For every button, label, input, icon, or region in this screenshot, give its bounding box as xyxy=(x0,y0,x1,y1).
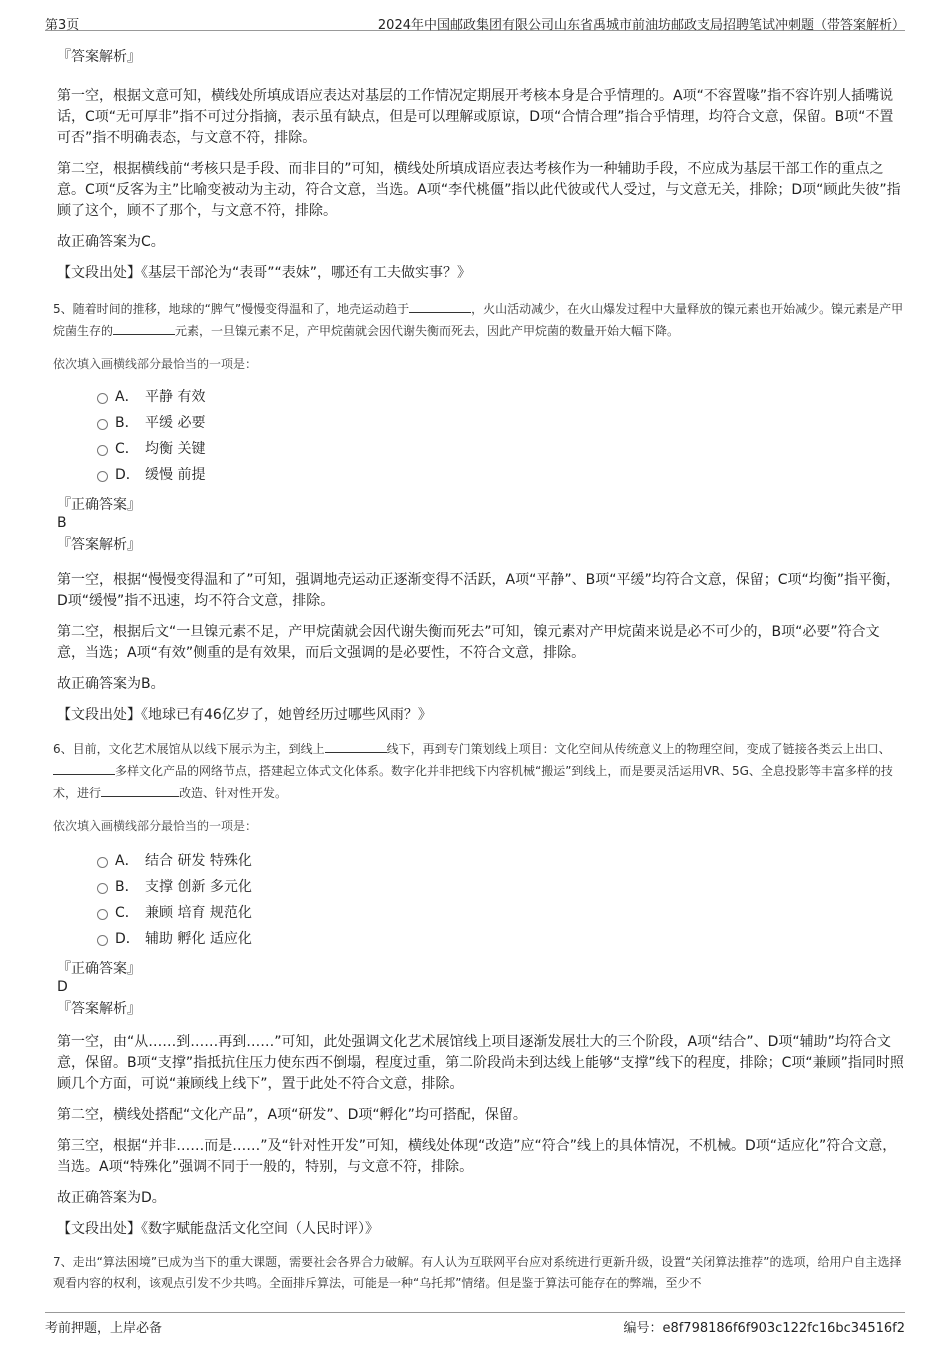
document-title: 2024年中国邮政集团有限公司山东省禹城市前油坊邮政支局招聘笔试冲刺题（带答案解析） xyxy=(377,18,905,33)
q6-options xyxy=(57,848,907,952)
radio-button[interactable] xyxy=(97,909,108,920)
q7-stem: 7、走出“算法困境”已成为当下的重大课题，需要社会各界合力破解。有人认为互联网平台应对系统进行更新升级，设置“关闭算法推荐”的选项，给用户自主选择观看内容的权利，该观点引发不少共鸣。全面排斥算法，可能是一种“乌托邦”情绪。但是鉴于算法可能存在的弊端，至少不 xyxy=(53,1255,902,1290)
q6-stem: 6、目前，文化艺术展馆从以线下展示为主，到线上 线下，再到专门策划线上项目：文化空间从传统意义上的物理空间，变成了链接各类云上出口、多样文化产品的网络节点，搭建起立体式文化体系。数字化并非把线下内容机械“搬运”到线上，而是要灵活运用VR、5G、全息投影等丰富多样的技术，进行 改造、针对性开发。 xyxy=(53,738,907,804)
q6-option-b[interactable]: B． 支撑 创新 多元化 xyxy=(57,874,907,900)
q6-instruction: 依次填入画横线部分最恰当的一项是： xyxy=(53,819,258,833)
q5-analysis-p1: 第一空，根据“慢慢变得温和了”可知，强调地壳运动正逐渐变得不活跃，A项“平静”、B项“平缓”均符合文意，保留；C项“均衡”指平衡，D项“缓慢”指不迅速，均不符合文意，排除。 xyxy=(57,572,900,609)
q6-analysis-label: 『答案解析』 xyxy=(57,1001,141,1017)
q6-option-d[interactable]: D． 辅助 孵化 适应化 xyxy=(57,926,907,952)
q6-option-a[interactable]: A． 结合 研发 特殊化 xyxy=(57,848,907,874)
radio-button[interactable] xyxy=(97,393,108,404)
blank xyxy=(113,320,175,335)
q4-analysis-label: 『答案解析』 xyxy=(57,49,141,65)
q6-conclusion: 故正确答案为D。 xyxy=(57,1190,166,1206)
q6-analysis-p1: 第一空，由“从……到……再到……”可知，此处强调文化艺术展馆线上项目逐渐发展壮大的三个阶段，A项“结合”、D项“辅助”均符合文意，保留。B项“支撑”指抵抗住压力使东西不倒塌，程度过重，第二阶段尚未到达线上能够“支撑”线下的程度，排除；C项“兼顾”指同时照顾几个方面，可说“兼顾线上线下”，置于此处不符合文意，排除。 xyxy=(57,1034,904,1092)
radio-button[interactable] xyxy=(97,419,108,430)
page-content xyxy=(53,40,907,1294)
q6-analysis-p2: 第二空，横线处搭配“文化产品”，A项“研发”、D项“孵化”均可搭配，保留。 xyxy=(57,1107,527,1123)
blank xyxy=(101,782,179,797)
page-number: 第3页 xyxy=(45,18,80,33)
document-id: 编号：e8f798186f6f903c122fc16bc34516f2 xyxy=(623,1321,905,1336)
q5-source: 【文段出处】《地球已有46亿岁了，她曾经历过哪些风雨？》 xyxy=(57,707,432,723)
radio-button[interactable] xyxy=(97,445,108,456)
q5-correct-answer: B xyxy=(57,515,67,531)
footer-slogan: 考前押题，上岸必备 xyxy=(45,1321,163,1336)
q5-analysis-label: 『答案解析』 xyxy=(57,537,141,553)
radio-button[interactable] xyxy=(97,883,108,894)
blank xyxy=(53,760,115,775)
radio-button[interactable] xyxy=(97,935,108,946)
radio-button[interactable] xyxy=(97,857,108,868)
q5-correct-label: 『正确答案』 xyxy=(57,497,141,513)
q6-correct-label: 『正确答案』 xyxy=(57,961,141,977)
page-header xyxy=(45,8,905,31)
page-footer xyxy=(45,1312,905,1336)
q5-option-a[interactable]: A． 平静 有效 xyxy=(57,384,907,410)
blank xyxy=(409,298,471,313)
q4-analysis-p1: 第一空，根据文意可知，横线处所填成语应表达对基层的工作情况定期展开考核本身是合乎情理的。A项“不容置喙”指不容许别人插嘴说话，C项“无可厚非”指不可过分指摘，表示虽有缺点，但是可以理解或原谅，D项“合情合理”指合乎情理，均符合文意，保留。B项“不置可否”指不明确表态，与文意不符，排除。 xyxy=(57,88,894,146)
q5-conclusion: 故正确答案为B。 xyxy=(57,676,165,692)
q6-option-c[interactable]: C． 兼顾 培育 规范化 xyxy=(57,900,907,926)
q5-option-d[interactable]: D． 缓慢 前提 xyxy=(57,462,907,488)
q6-source: 【文段出处】《数字赋能盘活文化空间（人民时评）》 xyxy=(57,1221,379,1237)
radio-button[interactable] xyxy=(97,471,108,482)
q5-option-b[interactable]: B． 平缓 必要 xyxy=(57,410,907,436)
q6-correct-answer: D xyxy=(57,979,68,995)
q4-conclusion: 故正确答案为C。 xyxy=(57,234,165,250)
q5-stem: 5、随着时间的推移，地球的“脾气”慢慢变得温和了，地壳运动趋于 ，火山活动减少，在火山爆发过程中大量释放的镍元素也开始减少。镍元素是产甲烷菌生存的 元素，一旦镍元素不足，产甲烷菌就会因代谢失衡而死去，因此产甲烷菌的数量开始大幅下降。 xyxy=(53,298,907,342)
q5-options xyxy=(57,384,907,488)
q4-source: 【文段出处】《基层干部沦为“表哥”“表妹”，哪还有工夫做实事？》 xyxy=(57,265,472,281)
q5-instruction: 依次填入画横线部分最恰当的一项是： xyxy=(53,357,258,371)
q6-analysis-p3: 第三空，根据“并非……而是……”及“针对性开发”可知，横线处体现“改造”应“符合”线上的具体情况，不机械。D项“适应化”符合文意，当选。A项“特殊化”强调不同于一般的，特别，与文意不符，排除。 xyxy=(57,1138,897,1175)
q5-analysis-p2: 第二空，根据后文“一旦镍元素不足，产甲烷菌就会因代谢失衡而死去”可知，镍元素对产甲烷菌来说是必不可少的，B项“必要”符合文意，当选；A项“有效”侧重的是有效果，而后文强调的是必要性，不符合文意，排除。 xyxy=(57,624,880,661)
q5-option-c[interactable]: C． 均衡 关键 xyxy=(57,436,907,462)
blank xyxy=(325,738,387,753)
q4-analysis-p2: 第二空，根据横线前“考核只是手段、而非目的”可知，横线处所填成语应表达考核作为一种辅助手段，不应成为基层干部工作的重点之意。C项“反客为主”比喻变被动为主动，符合文意，当选。A项“李代桃僵”指以此代彼或代人受过，与文意无关，排除；D项“顾此失彼”指顾了这个，顾不了那个，与文意不符，排除。 xyxy=(57,161,901,219)
